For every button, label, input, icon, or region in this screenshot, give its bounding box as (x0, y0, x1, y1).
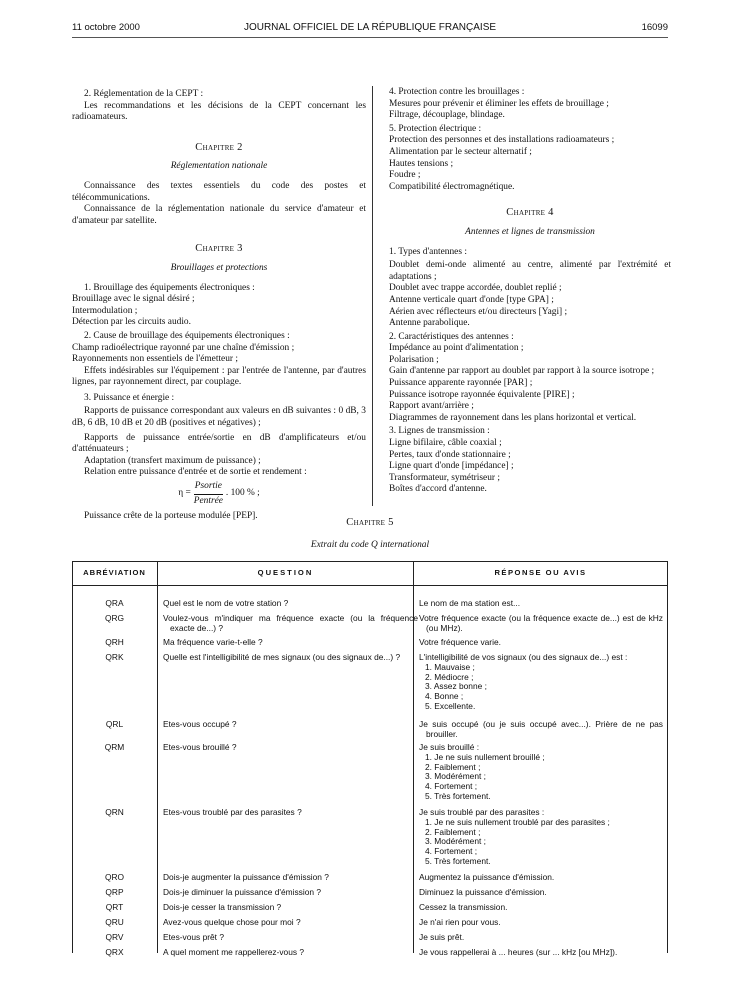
chapitre-5-title: Extrait du code Q international (310, 540, 430, 550)
s4-item: Filtrage, découplage, blindage. (389, 110, 505, 121)
column-header-response: RÉPONSE OU AVIS (494, 568, 587, 578)
column-header-question: QUESTION (257, 568, 314, 578)
response-cell (419, 808, 663, 867)
formula-numerator: Psortie (194, 481, 222, 492)
response-text: Votre fréquence exacte (ou la fréquence exacte de...) est de kHz (ou MHz). (419, 613, 663, 633)
a2-item: Polarisation ; (389, 354, 439, 365)
response-cell (419, 638, 663, 648)
response-cell (419, 933, 663, 943)
section-2-heading: 2. Cause de brouillage des équipements électroniques : (84, 330, 290, 341)
response-text: Le nom de ma station est... (419, 598, 521, 608)
abbreviation-cell: QRX (105, 947, 124, 957)
s5-item: Hautes tensions ; (389, 158, 454, 169)
s3-paragraph-2: Rapports de puissance entrée/sortie en dB d'amplificateurs et/ou d'atténuateurs ; (72, 432, 366, 455)
section-4-heading: 4. Protection contre les brouillages : (389, 87, 525, 97)
response-text: Diminuez la puissance d'émission. (419, 887, 547, 897)
section-1-heading: 1. Brouillage des équipements électroniques : (84, 282, 255, 293)
abbreviation-cell: QRK (105, 652, 124, 662)
response-list-item: 4. Fortement ; (425, 781, 478, 792)
response-text: Augmentez la puissance d'émission. (419, 872, 555, 882)
chapitre-3-title: Brouillages et protections (170, 262, 268, 273)
s3-paragraph-1: Rapports de puissance correspondant aux valeurs en dB suivantes : 0 dB, 3 dB, 6 dB, 10 dB et 20 dB (positives et négatives) ; (72, 406, 366, 429)
formula-fraction (194, 481, 223, 507)
response-cell (419, 948, 663, 958)
s3-paragraph-3: Adaptation (transfert maximum de puissance) ; (84, 455, 261, 466)
response-cell (419, 888, 663, 898)
response-list-item: 1. Mauvaise ; (425, 661, 475, 672)
abbreviation-cell: QRM (104, 742, 125, 752)
response-text: Votre fréquence varie. (419, 637, 501, 647)
s1-item: Détection par les circuits audio. (72, 317, 191, 328)
header-date: 11 octobre 2000 (72, 22, 140, 33)
question-cell: Quel est le nom de votre station ? (163, 598, 289, 608)
abbreviation-cell: QRG (104, 613, 125, 623)
question-cell: Etes-vous troublé par des parasites ? (163, 807, 302, 817)
a1-item: Antenne parabolique. (389, 318, 470, 329)
question-cell: Etes-vous occupé ? (163, 719, 237, 729)
response-cell (419, 873, 663, 883)
response-text: Je suis prêt. (419, 932, 465, 942)
ch2-paragraph-2: Connaissance de la réglementation nationale du service d'amateur et d'amateur par satellite. (72, 204, 366, 226)
efficiency-formula (72, 481, 366, 507)
column-divider (372, 86, 373, 506)
s5-item: Compatibilité électromagnétique. (389, 181, 515, 192)
journal-title: JOURNAL OFFICIEL DE LA RÉPUBLIQUE FRANÇAISE (243, 22, 497, 33)
abbreviation-cell: QRP (105, 887, 124, 897)
page-header (72, 22, 668, 38)
formula-lhs: η = (178, 488, 191, 499)
a1-item: Doublet demi-onde alimenté au centre, alimenté par l'extrémité et adaptations ; (389, 260, 671, 282)
response-text: Je n'ai rien pour vous. (419, 917, 501, 927)
response-list-item: 2. Médiocre ; (425, 671, 474, 682)
abbreviation-cell: QRN (105, 807, 124, 817)
s5-item: Alimentation par le secteur alternatif ; (389, 146, 532, 157)
a2-item: Diagrammes de rayonnement dans les plans horizontal et vertical. (389, 412, 637, 423)
question-cell: A quel moment me rappellerez-vous ? (163, 947, 305, 957)
cept-text: Les recommandations et les décisions de la CEPT concernant les radioamateurs. (72, 100, 366, 123)
response-list-item: 5. Très fortement. (425, 790, 491, 801)
response-list-item: 5. Très fortement. (425, 855, 491, 866)
chapitre-3-label: Chapitre 3 (195, 243, 243, 255)
a3-item: Pertes, taux d'onde stationnaire ; (389, 449, 511, 460)
a2-item: Gain d'antenne par rapport au doublet par rapport à la source isotrope ; (389, 366, 655, 377)
a1-item: Doublet avec trappe accordée, doublet replié ; (389, 283, 562, 294)
antenna-section-2-heading: 2. Caractéristiques des antennes : (389, 331, 514, 342)
response-text: L'intelligibilité de vos signaux (ou des signaux de...) est : (419, 652, 628, 662)
response-list-item: 3. Modérément ; (425, 836, 486, 847)
chapitre-4-title: Antennes et lignes de transmission (465, 226, 595, 237)
cept-heading: 2. Réglementation de la CEPT : (84, 89, 204, 99)
question-cell: Avez-vous quelque chose pour moi ? (163, 917, 301, 927)
question-cell: Ma fréquence varie-t-elle ? (163, 637, 263, 647)
a2-item: Impédance au point d'alimentation ; (389, 343, 524, 354)
abbreviation-cell: QRU (105, 917, 124, 927)
s3-paragraph-4: Relation entre puissance d'entrée et de sortie et rendement : (84, 467, 307, 478)
abbreviation-cell: QRA (105, 598, 124, 608)
response-cell (419, 599, 663, 609)
response-text: Je suis occupé (ou je suis occupé avec...). Prière de ne pas brouiller. (419, 719, 663, 739)
s4-item: Mesures pour prévenir et éliminer les effets de brouillage ; (389, 98, 609, 109)
response-cell (419, 903, 663, 913)
a3-item: Ligne quart d'onde [impédance] ; (389, 461, 514, 472)
formula-rhs: . 100 % ; (225, 488, 260, 499)
chapitre-2-title: Réglementation nationale (170, 161, 268, 172)
section-5-heading: 5. Protection électrique : (389, 123, 482, 134)
s1-item: Brouillage avec le signal désiré ; (72, 294, 195, 305)
response-list-item: 1. Je ne suis nullement troublé par des parasites ; (425, 816, 610, 827)
s2-item: Champ radioélectrique rayonné par une chaîne d'émission ; (72, 342, 295, 353)
question-cell: Quelle est l'intelligibilité de mes signaux (ou des signaux de...) ? (163, 652, 401, 662)
chapitre-2-label: Chapitre 2 (195, 141, 243, 153)
response-text: Je vous rappellerai à ... heures (sur ... kHz [ou MHz]). (419, 947, 618, 957)
response-cell (419, 743, 663, 802)
column-header-abbreviation: ABRÉVIATION (83, 568, 146, 578)
response-list-item: 4. Bonne ; (425, 691, 464, 702)
response-cell (419, 720, 663, 740)
left-column (72, 87, 366, 523)
antenna-section-1-heading: 1. Types d'antennes : (389, 246, 467, 257)
a3-item: Boîtes d'accord d'antenne. (389, 484, 487, 495)
a1-item: Aérien avec réflecteurs et/ou directeurs [Yagi] ; (389, 306, 568, 317)
response-list-item: 3. Assez bonne ; (425, 681, 487, 692)
antenna-section-3-heading: 3. Lignes de transmission : (389, 426, 490, 437)
abbreviation-cell: QRT (105, 902, 124, 912)
q-code-table (72, 561, 668, 957)
response-cell (419, 614, 663, 634)
right-column (389, 87, 671, 496)
header-bottom-border (72, 585, 668, 586)
abbreviation-cell: QRV (105, 932, 124, 942)
section-3-heading: 3. Puissance et énergie : (84, 392, 175, 403)
a3-item: Transformateur, symétriseur ; (389, 472, 500, 483)
response-cell (419, 653, 663, 712)
s2-item: Effets indésirables sur l'équipement : par l'entrée de l'antenne, par d'autres lignes, par rayonnement direct, par couplage. (72, 365, 366, 388)
response-text: Je suis brouillé : (419, 742, 480, 752)
a1-item: Antenne verticale quart d'onde [type GPA] ; (389, 294, 554, 305)
abbreviation-cell: QRL (105, 719, 124, 729)
s3-paragraph-5: Puissance crête de la porteuse modulée [PEP]. (84, 511, 258, 522)
chapitre-4-label: Chapitre 4 (506, 207, 554, 219)
question-cell: Dois-je cesser la transmission ? (163, 902, 282, 912)
fraction-bar (194, 494, 223, 495)
response-list-item: 2. Faiblement ; (425, 761, 481, 772)
abbreviation-cell: QRH (105, 637, 124, 647)
s5-item: Foudre ; (389, 170, 421, 181)
column-divider-1 (157, 561, 158, 953)
chapitre-5-label: Chapitre 5 (346, 517, 394, 528)
question-cell: Etes-vous brouillé ? (163, 742, 237, 752)
question-cell: Etes-vous prêt ? (163, 932, 224, 942)
a2-item: Rapport avant/arrière ; (389, 401, 474, 412)
ch2-paragraph-1: Connaissance des textes essentiels du code des postes et télécommunications. (72, 180, 366, 203)
response-list-item: 3. Modérément ; (425, 771, 486, 782)
response-list-item: 5. Excellente. (425, 700, 476, 711)
question-cell: Dois-je diminuer la puissance d'émission ? (163, 887, 322, 897)
page-number: 16099 (641, 22, 668, 33)
response-cell (419, 918, 663, 928)
s1-item: Intermodulation ; (72, 305, 138, 316)
response-text: Je suis troublé par des parasites : (419, 807, 545, 817)
question-cell: Dois-je augmenter la puissance d'émission ? (163, 872, 329, 882)
response-list-item: 2. Faiblement ; (425, 826, 481, 837)
a2-item: Puissance apparente rayonnée [PAR] ; (389, 378, 533, 389)
table-right-border (667, 561, 668, 953)
s2-item: Rayonnements non essentiels de l'émetteur ; (72, 354, 238, 365)
s5-item: Protection des personnes et des installations radioamateurs ; (389, 135, 615, 146)
a2-item: Puissance isotrope rayonnée équivalente [PIRE] ; (389, 389, 575, 400)
response-list-item: 1. Je ne suis nullement brouillé ; (425, 751, 545, 762)
response-list-item: 4. Fortement ; (425, 846, 478, 857)
abbreviation-cell: QRO (104, 872, 125, 882)
question-cell: Voulez-vous m'indiquer ma fréquence exacte (ou la fréquence exacte de...) ? (163, 613, 418, 633)
formula-denominator: Pentrée (193, 495, 223, 506)
response-text: Cessez la transmission. (419, 902, 508, 912)
a3-item: Ligne bifilaire, câble coaxial ; (389, 438, 502, 449)
header-rule (72, 37, 668, 38)
